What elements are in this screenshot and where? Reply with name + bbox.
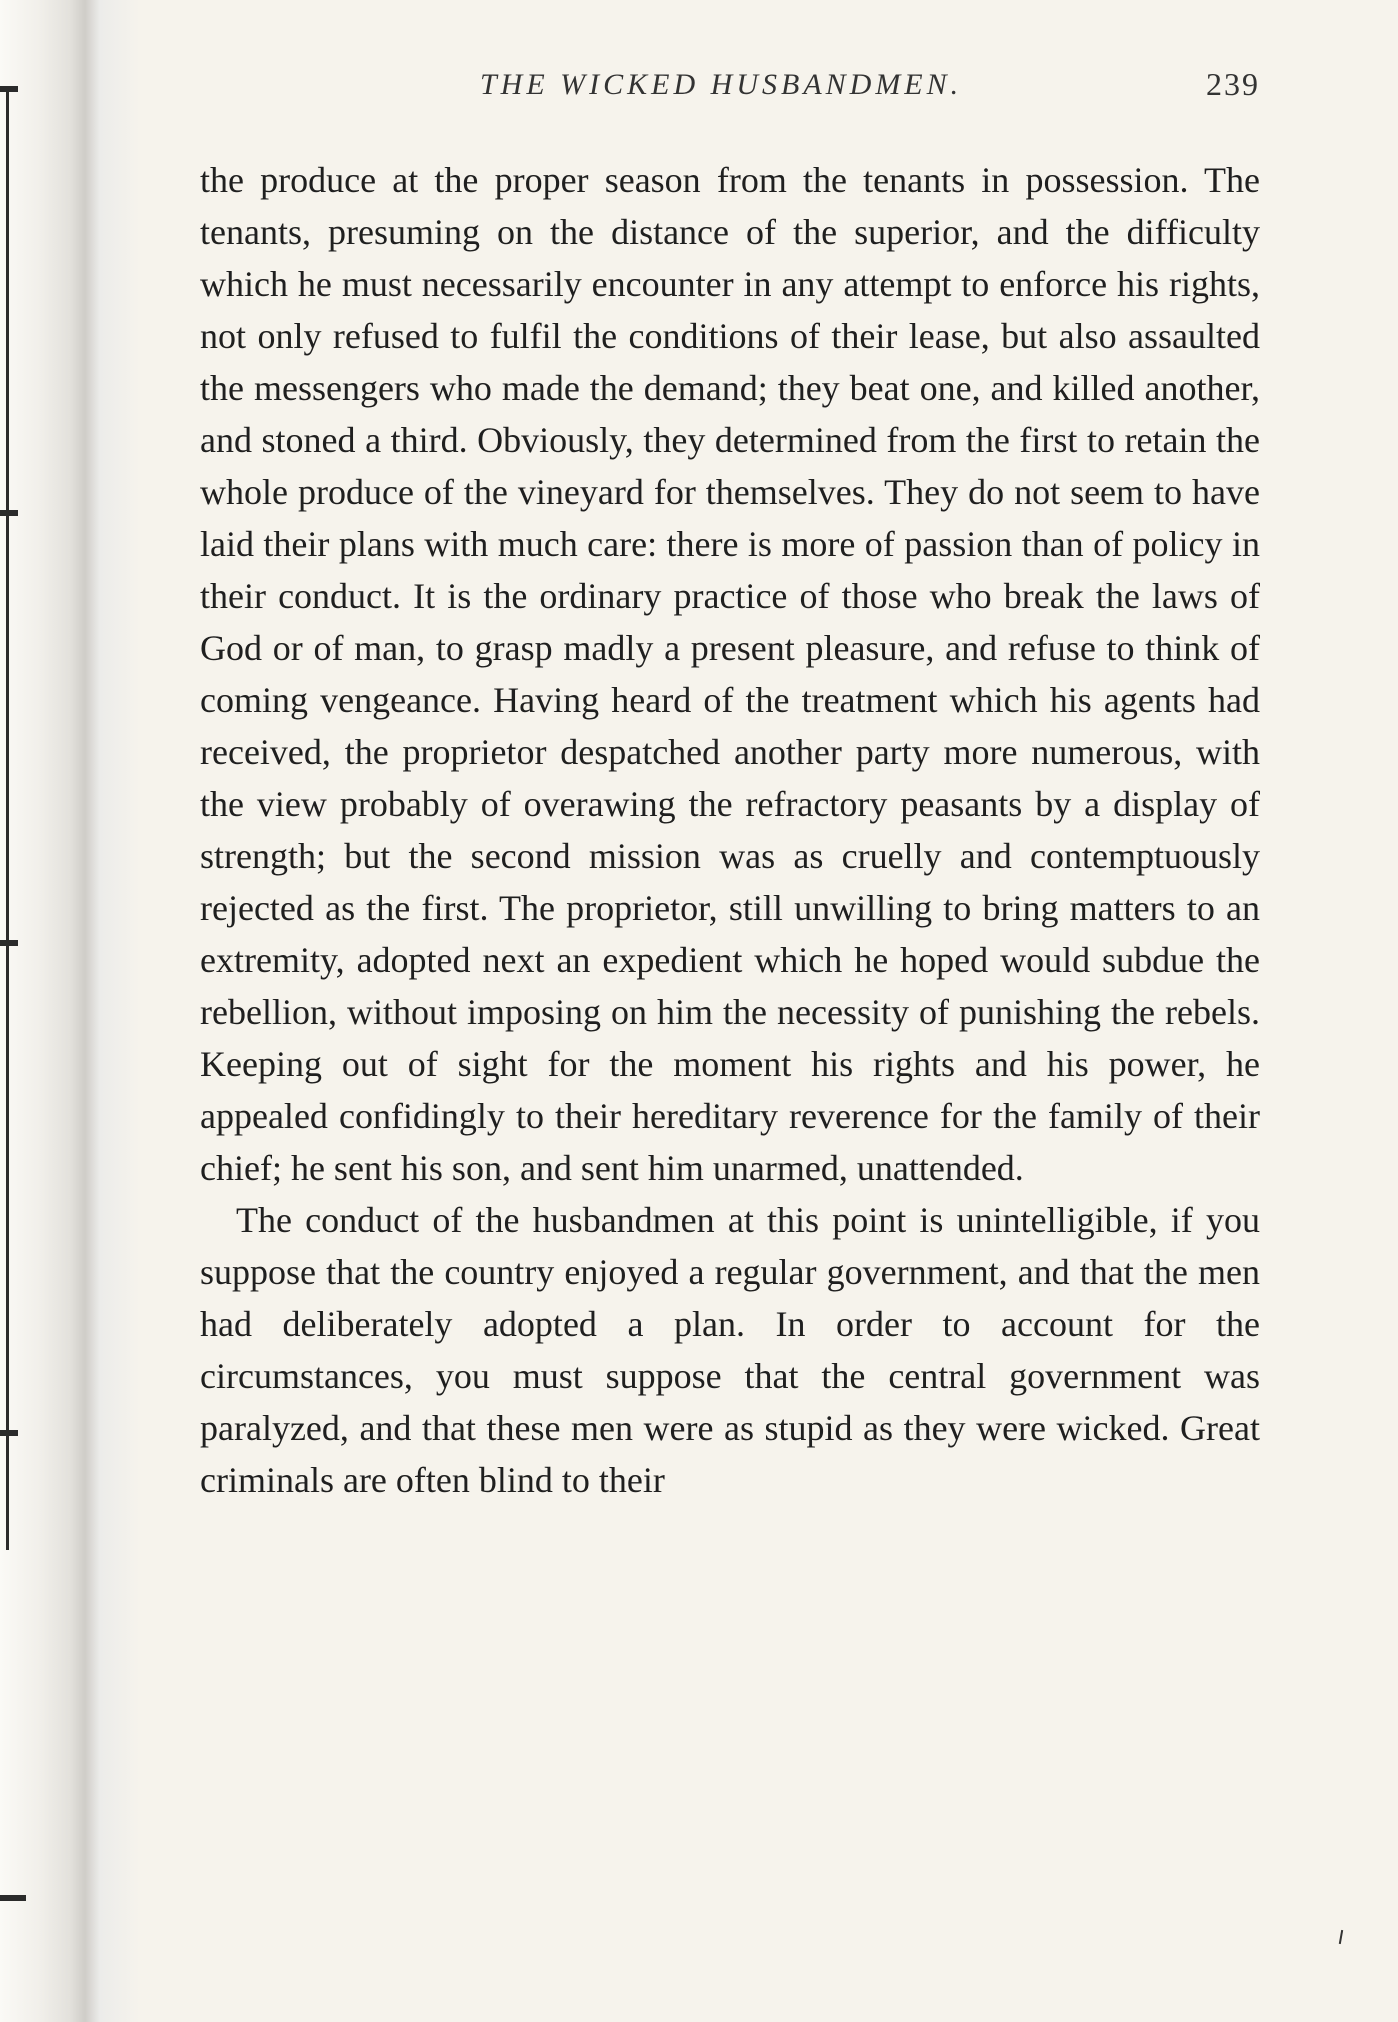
running-head	[200, 60, 1260, 120]
page-number: 239	[1206, 66, 1260, 102]
gutter-binding-line	[6, 90, 9, 1550]
binding-tick	[0, 86, 18, 92]
binding-tick	[0, 510, 18, 516]
body-text	[200, 154, 1260, 1506]
book-spine-gutter	[0, 0, 140, 2022]
binding-tick	[0, 940, 18, 946]
binding-tick	[0, 1895, 26, 1901]
paragraph-1: the produce at the proper season from the tenants in possession. The tenants, presuming on the distance of the superior, and the difficulty which he must necessarily encounter in any attempt to enforce his rights, not only refused to fulfil the conditions of their lease, but also assaulted the messengers who made the demand; they beat one, and killed another, and stoned a third. Obviously, they determined from the first to retain the whole produce of the vineyard for themselves. They do not seem to have laid their plans with much care: there is more of passion than of policy in their conduct. It is the ordinary practice of those who break the laws of God or of man, to grasp madly a present pleasure, and refuse to think of coming vengeance. Having heard of the treatment which his agents had received, the proprietor despatched another party more numerous, with the view probably of overawing the refractory peasants by a display of strength; but the second mission was as cruelly and contemptuously rejected as the first. The proprietor, still unwilling to bring matters to an extremity, adopted next an expedient which he hoped would subdue the rebellion, without imposing on him the necessity of punishing the rebels. Keeping out of sight for the moment his rights and his power, he appealed confidingly to their hereditary reverence for the family of their chief; he sent his son, and sent him unarmed, unattended.	[200, 160, 1260, 1188]
stray-ink-mark	[1339, 1930, 1343, 1944]
running-title: THE WICKED HUSBANDMEN.	[480, 68, 963, 101]
book-page	[200, 60, 1260, 1506]
paragraph-2: The conduct of the husbandmen at this point is unintelligible, if you suppose that the country enjoyed a regular government, and that the men had deliberately adopted a plan. In order to account for the circumstances, you must suppose that the central government was paralyzed, and that these men were as stupid as they were wicked. Great criminals are often blind to their	[200, 1200, 1260, 1500]
binding-tick	[0, 1430, 18, 1436]
